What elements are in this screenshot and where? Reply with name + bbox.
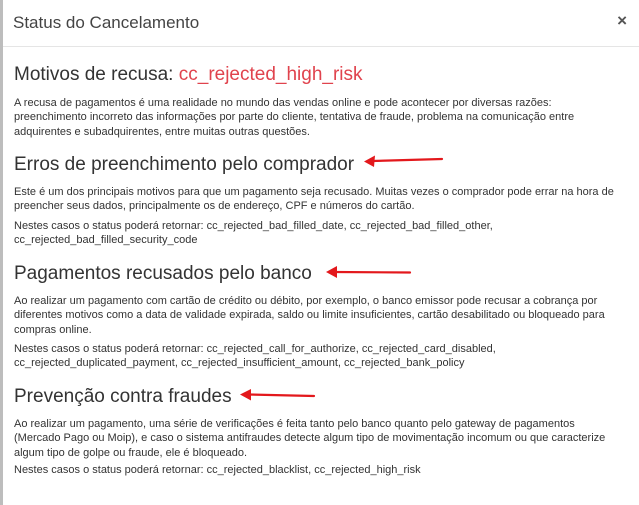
section-statuses-fraud-prevention: Nestes casos o status poderá retornar: cc_rejected_blacklist, cc_rejected_high_risk (14, 464, 421, 476)
modal-header (3, 0, 639, 47)
arrow-annotation-icon (324, 263, 414, 281)
cancellation-status-modal (3, 0, 639, 505)
intro-paragraph: A recusa de pagamentos é uma realidade no mundo das vendas online e pode acontecer por diversas razões: preenchimento incorreto das informações por parte do cliente, tentativa de fraude, problema na comunicação entre adquirentes e subadquirentes, entre muitas outras questões. (14, 97, 575, 138)
arrow-annotation-icon (362, 152, 446, 170)
refusal-reason-code: cc_rejected_high_risk (178, 64, 363, 85)
section-title-buyer-errors: Erros de preenchimento pelo comprador (14, 154, 355, 175)
section-title-fraud-prevention: Prevenção contra fraudes (14, 386, 232, 407)
section-statuses-buyer-errors: Nestes casos o status poderá retornar: cc_rejected_bad_filled_date, cc_rejected_bad_filled_other, cc_rejected_bad_filled_security_code (14, 220, 493, 247)
section-description-bank-refusals: Ao realizar um pagamento com cartão de crédito ou débito, por exemplo, o banco emissor pode recusar a cobrança por diferentes motivos como a data de validade expirada, saldo ou limite insuficientes, cartão desabilitado ou bloqueado para compras online. (14, 295, 605, 336)
close-icon[interactable]: × (617, 11, 627, 30)
modal-title: Status do Cancelamento (13, 13, 200, 32)
section-description-buyer-errors: Este é um dos principais motivos para que um pagamento seja recusado. Muitas vezes o comprador pode errar na hora de preencher seus dados, principalmente os de endereço, CPF e números do cartão. (14, 186, 614, 213)
refusal-reason-heading (14, 64, 363, 86)
arrow-annotation-icon (238, 386, 318, 404)
refusal-reason-label: Motivos de recusa: (14, 64, 179, 85)
section-statuses-bank-refusals: Nestes casos o status poderá retornar: cc_rejected_call_for_authorize, cc_rejected_card_disabled, cc_rejected_duplicated_payment, cc_rejected_insufficient_amount, cc_rejected_bank_policy (14, 343, 496, 370)
section-title-bank-refusals: Pagamentos recusados pelo banco (14, 263, 312, 284)
section-description-fraud-prevention: Ao realizar um pagamento, uma série de verificações é feita tanto pelo banco quanto pelo gateway de pagamentos (Mercado Pago ou Moip), e caso o sistema antifraudes detecte algum tipo de movimentação incomum ou que caracterize algum tipo de golpe ou fraude, ele é bloqueado. (14, 418, 606, 459)
